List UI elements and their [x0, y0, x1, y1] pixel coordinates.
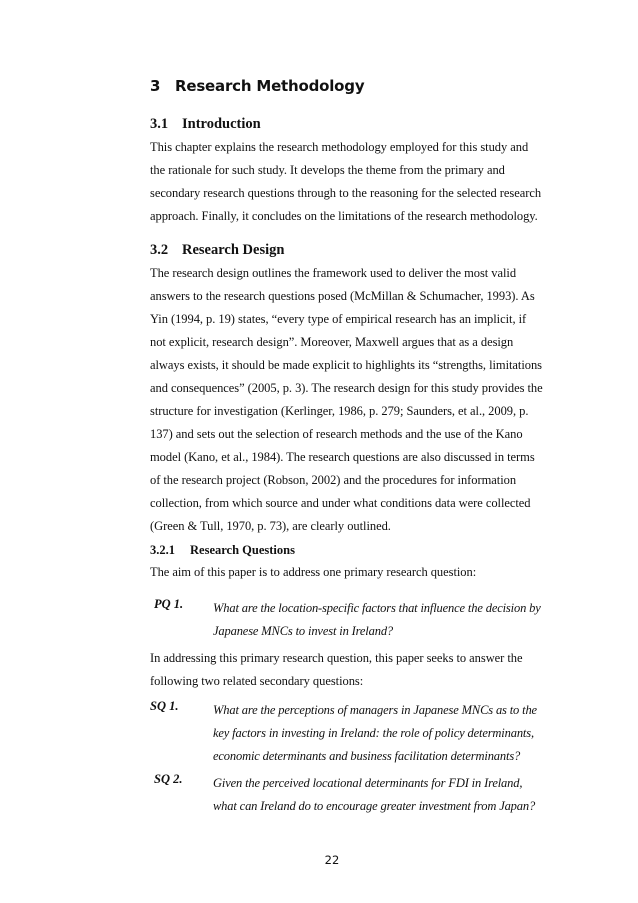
heading-number: 3.2	[150, 242, 169, 258]
heading-research-questions	[150, 543, 570, 558]
text-line: The aim of this paper is to address one primary research question:	[150, 565, 477, 579]
text-line: structure for investigation (Kerlinger, 1986, p. 279; Saunders, et al., 2009, p.	[150, 404, 529, 418]
text-line: Japanese MNCs to invest in Ireland?	[213, 624, 394, 638]
paragraph-secondary-intro	[150, 647, 570, 693]
text-line: collection, from which source and under what conditions data were collected	[150, 496, 531, 510]
page-number	[0, 853, 638, 867]
question-label: PQ 1.	[154, 597, 184, 611]
text-line: What are the location-specific factors that influence the decision by	[213, 601, 541, 615]
text-line: This chapter explains the research methodology employed for this study and	[150, 140, 529, 154]
heading-introduction	[150, 116, 570, 133]
text-line: what can Ireland do to encourage greater investment from Japan?	[213, 799, 536, 813]
paragraph-questions-intro	[150, 561, 570, 584]
text-line: of the research project (Robson, 2002) and the procedures for information	[150, 473, 517, 487]
chapter-number: 3	[150, 77, 161, 95]
text-line: The research design outlines the framework used to deliver the most valid	[150, 266, 517, 280]
heading-title: Introduction	[182, 116, 261, 132]
text-line: and consequences” (2005, p. 3). The research design for this study provides the	[150, 381, 543, 395]
text-line: Yin (1994, p. 19) states, “every type of empirical research has an implicit, if	[150, 312, 527, 326]
text-line: answers to the research questions posed (McMillan & Schumacher, 1993). As	[150, 289, 535, 303]
text-line: following two related secondary questions:	[150, 674, 364, 688]
chapter-heading	[150, 77, 570, 95]
question-label: SQ 1.	[150, 699, 179, 713]
text-line: (Green & Tull, 1970, p. 73), are clearly outlined.	[150, 519, 391, 533]
text-line: the rationale for such study. It develops the theme from the primary and	[150, 163, 505, 177]
paragraph-research-design	[150, 262, 570, 538]
text-line: secondary research questions through to the reasoning for the selected research	[150, 186, 542, 200]
text-line: not explicit, research design”. Moreover, Maxwell argues that as a design	[150, 335, 514, 349]
question-text	[213, 772, 573, 818]
heading-number: 3.2.1	[150, 543, 175, 557]
question-label: SQ 2.	[154, 772, 183, 786]
text-line: In addressing this primary research question, this paper seeks to answer the	[150, 651, 523, 665]
text-line: key factors in investing in Ireland: the role of policy determinants,	[213, 726, 534, 740]
chapter-title: Research Methodology	[175, 77, 365, 95]
text-line: Given the perceived locational determinants for FDI in Ireland,	[213, 776, 523, 790]
text-line: approach. Finally, it concludes on the limitations of the research methodology.	[150, 209, 538, 223]
paragraph-introduction	[150, 136, 570, 228]
text-line: model (Kano, et al., 1984). The research questions are also discussed in terms	[150, 450, 535, 464]
question-text	[213, 597, 573, 643]
text-line: 137) and sets out the selection of research methods and the use of the Kano	[150, 427, 523, 441]
page-number-text: 22	[324, 853, 340, 867]
question-text	[213, 699, 573, 768]
heading-research-design	[150, 242, 570, 259]
text-line: economic determinants and business facilitation determinants?	[213, 749, 521, 763]
text-line: always exists, it should be made explicit to highlights its “strengths, limitations	[150, 358, 542, 372]
heading-number: 3.1	[150, 116, 169, 132]
heading-title: Research Design	[182, 242, 285, 258]
text-line: What are the perceptions of managers in Japanese MNCs as to the	[213, 703, 537, 717]
heading-title: Research Questions	[190, 543, 295, 557]
